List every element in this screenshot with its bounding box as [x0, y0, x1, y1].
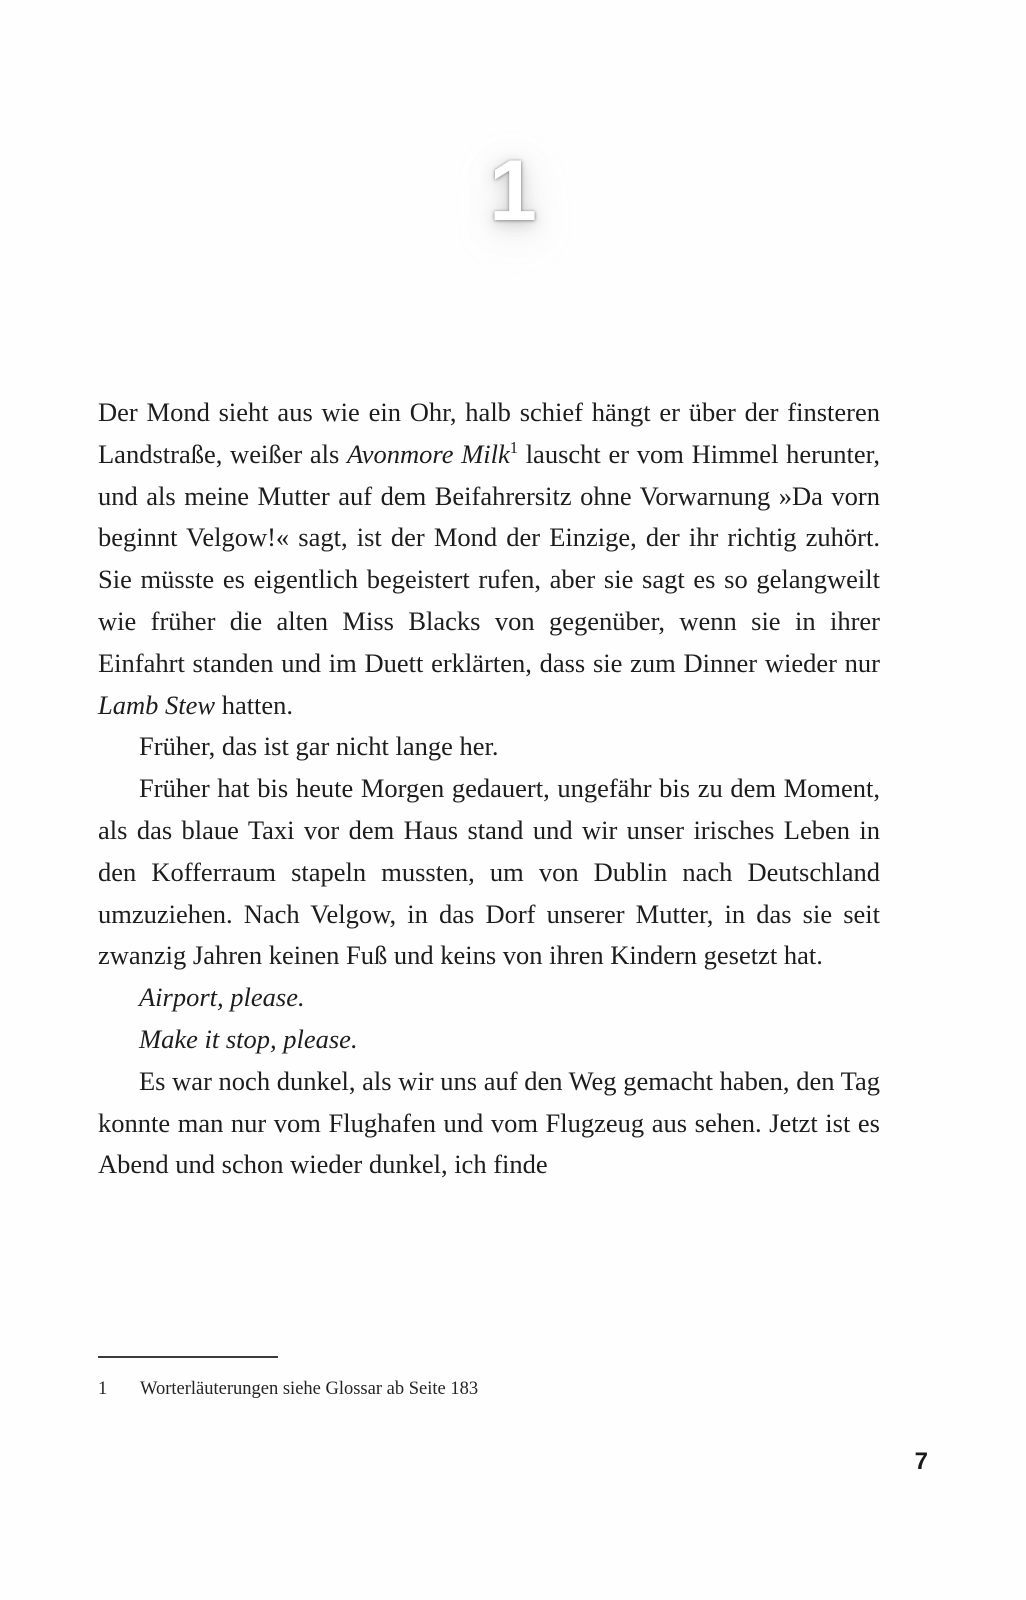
- text-run: Make it stop, please.: [139, 1023, 358, 1054]
- footnote-separator-rule: [98, 1356, 278, 1358]
- footnote-area: [98, 1356, 880, 1402]
- text-run: Der Mond sieht aus wie ein Ohr, halb schief hängt er über der finsteren Landstraße, weißer als: [98, 397, 880, 469]
- text-run: Früher hat bis heute Morgen gedauert, ungefähr bis zu dem Moment, als das blaue Taxi vor dem Haus stand und wir unser irisches Leben in den Kofferraum stapeln mussten, um von Dublin nach Deutschland umzuziehen. Nach Velgow, in das Dorf unserer Mutter, in das sie seit zwanzig Jahren keinen Fuß und keins von ihren Kindern gesetzt hat.: [98, 773, 880, 971]
- text-run: Airport, please.: [139, 982, 305, 1013]
- paragraph: [98, 392, 880, 726]
- footnote-reference[interactable]: 1: [509, 437, 518, 457]
- paragraph: [98, 977, 880, 1019]
- italic-term: Avonmore Milk: [347, 438, 510, 469]
- text-run: hatten.: [215, 689, 294, 720]
- page-number: 7: [914, 1448, 928, 1475]
- chapter-number-container: [0, 143, 1026, 258]
- paragraph: [98, 1061, 880, 1186]
- footnote-text: Worterläuterungen siehe Glossar ab Seite 183: [140, 1379, 479, 1399]
- text-run: Früher, das ist gar nicht lange her.: [139, 731, 499, 762]
- italic-term: Lamb Stew: [98, 689, 216, 720]
- text-run: Es war noch dunkel, als wir uns auf den Weg gemacht haben, den Tag konnte man nur vom Flughafen und vom Flugzeug aus sehen. Jetzt ist es Abend und schon wieder dunkel, ich finde: [98, 1065, 880, 1180]
- text-run: lauscht er vom Himmel herunter, und als meine Mutter auf dem Beifahrersitz ohne Vorwarnung »Da vorn beginnt Velgow!« sagt, ist der Mond der Einzige, der ihr richtig zuhört. Sie müsste es eigentlich begeistert rufen, aber sie sagt es so gelangweilt wie früher die alten Miss Blacks von gegenüber, wenn sie in ihrer Einfahrt standen und im Duett erklärten, dass sie zum Dinner wieder nur: [98, 438, 880, 678]
- paragraph: [98, 726, 880, 768]
- footnote: [98, 1376, 880, 1402]
- paragraph: [98, 768, 880, 977]
- footnote-marker: 1: [98, 1379, 108, 1399]
- paragraph: [98, 1019, 880, 1061]
- body-text: [98, 392, 880, 1186]
- chapter-number: 1: [489, 143, 537, 239]
